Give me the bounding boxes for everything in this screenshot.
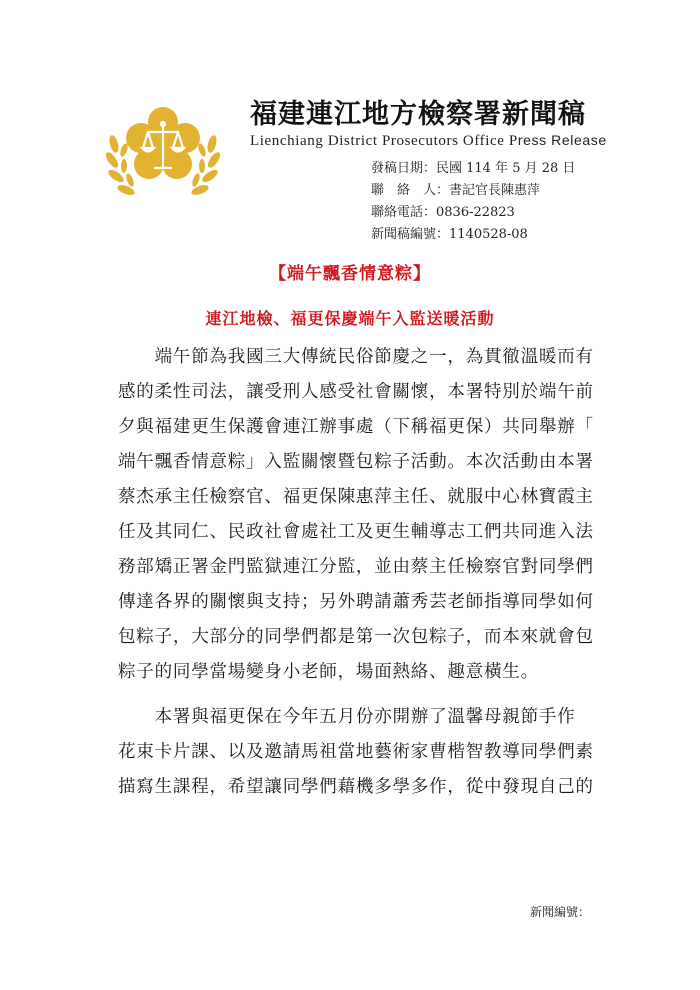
contact-person: 聯 絡 人：書記官長陳惠萍 [371, 183, 541, 198]
body-line: 端午飄香情意粽」入監關懷暨包粽子活動。本次活動由本署 [118, 452, 594, 472]
paragraph-2 [118, 700, 598, 805]
press-release-title: 福建連江地方檢察署新聞稿 [250, 99, 586, 130]
body-line: 粽子的同學當場變身小老師，場面熱絡、趣意橫生。 [118, 662, 539, 682]
prosecutors-office-emblem [104, 98, 222, 210]
footer-release-number-label: 新聞編號： [530, 905, 591, 919]
body-line: 描寫生課程，希望讓同學們藉機多學多作，從中發現自己的 [118, 777, 594, 797]
subtitle-main: Lienchiang District Prosecutors Office P [250, 133, 518, 149]
body-line: 蔡杰承主任檢察官、福更保陳惠萍主任、就服中心林寶霞主 [118, 487, 594, 507]
body-line: 包粽子，大部分的同學們都是第一次包粽子，而本來就會包 [118, 627, 594, 647]
article-tagline: 【端午飄香情意粽】 [269, 264, 431, 284]
paragraph-gap [118, 690, 598, 700]
article-headline: 連江地檢、福更保慶端午入監送暖活動 [205, 309, 495, 328]
body-line: 務部矯正署金門監獄連江分監，並由蔡主任檢察官對同學們 [118, 557, 594, 577]
release-number: 新聞稿編號：1140528-08 [371, 227, 528, 242]
body-line: 傳達各界的關懷與支持；另外聘請蕭秀芸老師指導同學如何 [118, 592, 594, 612]
body-line: 本署與福更保在今年五月份亦開辦了溫馨母親節手作 [118, 707, 576, 727]
press-release-meta [371, 158, 575, 246]
contact-phone: 聯絡電話：0836-22823 [371, 205, 515, 220]
body-line: 夕與福建更生保護會連江辦事處（下稱福更保）共同舉辦「 [118, 417, 594, 437]
body-line: 任及其同仁、民政社會處社工及更生輔導志工們共同進入法 [118, 522, 594, 542]
press-release-subtitle-english [250, 132, 607, 150]
release-date: 發稿日期：民國 114 年 5 月 28 日 [371, 161, 576, 176]
body-line: 花束卡片課、以及邀請馬祖當地藝術家曹楷智教導同學們素 [118, 742, 594, 762]
paragraph-1 [118, 340, 598, 690]
body-line: 端午節為我國三大傳統民俗節慶之一，為貫徹溫暖而有 [118, 347, 594, 367]
body-line: 感的柔性司法，讓受刑人感受社會關懷，本署特別於端午前 [118, 382, 594, 402]
subtitle-tail: ress Release [517, 132, 607, 148]
article-body [118, 340, 598, 805]
